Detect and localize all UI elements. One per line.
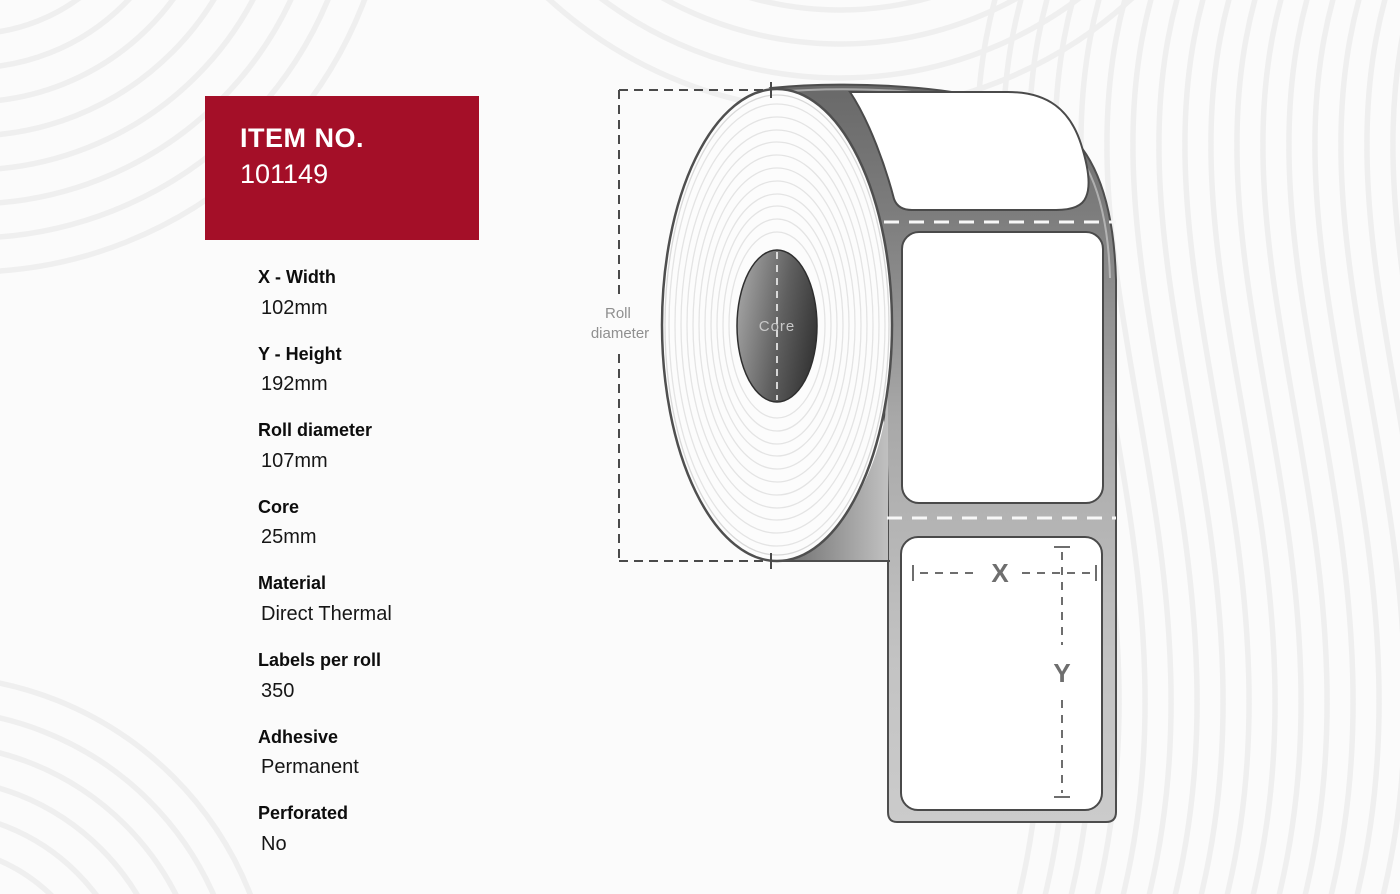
item-number-heading: ITEM NO. [240,123,364,153]
spec-value: 350 [261,679,295,702]
spec-value: 102mm [261,296,328,319]
x-dimension-label: X [991,558,1009,588]
roll-diameter-label-line2: diameter [590,325,650,342]
spec-value: 107mm [261,449,328,472]
spec-value: Permanent [261,756,359,779]
roll-diameter-label [591,305,649,342]
spec-label: Labels per roll [258,649,382,670]
spec-item-perforated [258,803,548,856]
product-spec-panel [0,0,560,894]
item-number-value: 101149 [240,159,329,190]
spec-value: No [261,832,287,855]
spec-label: Roll diameter [258,420,373,441]
die-cut-label [902,232,1103,503]
spec-label: Adhesive [258,726,339,747]
label-roll-illustration [591,82,1116,822]
spec-item-core [258,497,548,550]
spec-item-roll-diameter [258,420,548,473]
spec-item-labels-per-roll [258,650,548,703]
spec-list [258,267,548,880]
spec-label: Y - Height [258,343,342,364]
item-number-box [205,96,479,240]
spec-label: Material [258,573,327,594]
spec-label: X - Width [258,267,336,287]
y-dimension-label: Y [1053,658,1071,688]
spec-label: Core [258,496,300,517]
spec-value: 25mm [261,526,317,549]
spec-value: 192mm [261,373,328,396]
roll-front-face [662,89,892,561]
roll-diameter-label-line1: Roll [604,305,631,322]
spec-item-material [258,573,548,626]
spec-item-width [258,267,548,320]
spec-label: Perforated [258,803,349,824]
spec-item-adhesive [258,727,548,780]
core-label: Core [758,318,796,335]
spec-item-height [258,344,548,397]
spec-value: Direct Thermal [261,602,392,625]
